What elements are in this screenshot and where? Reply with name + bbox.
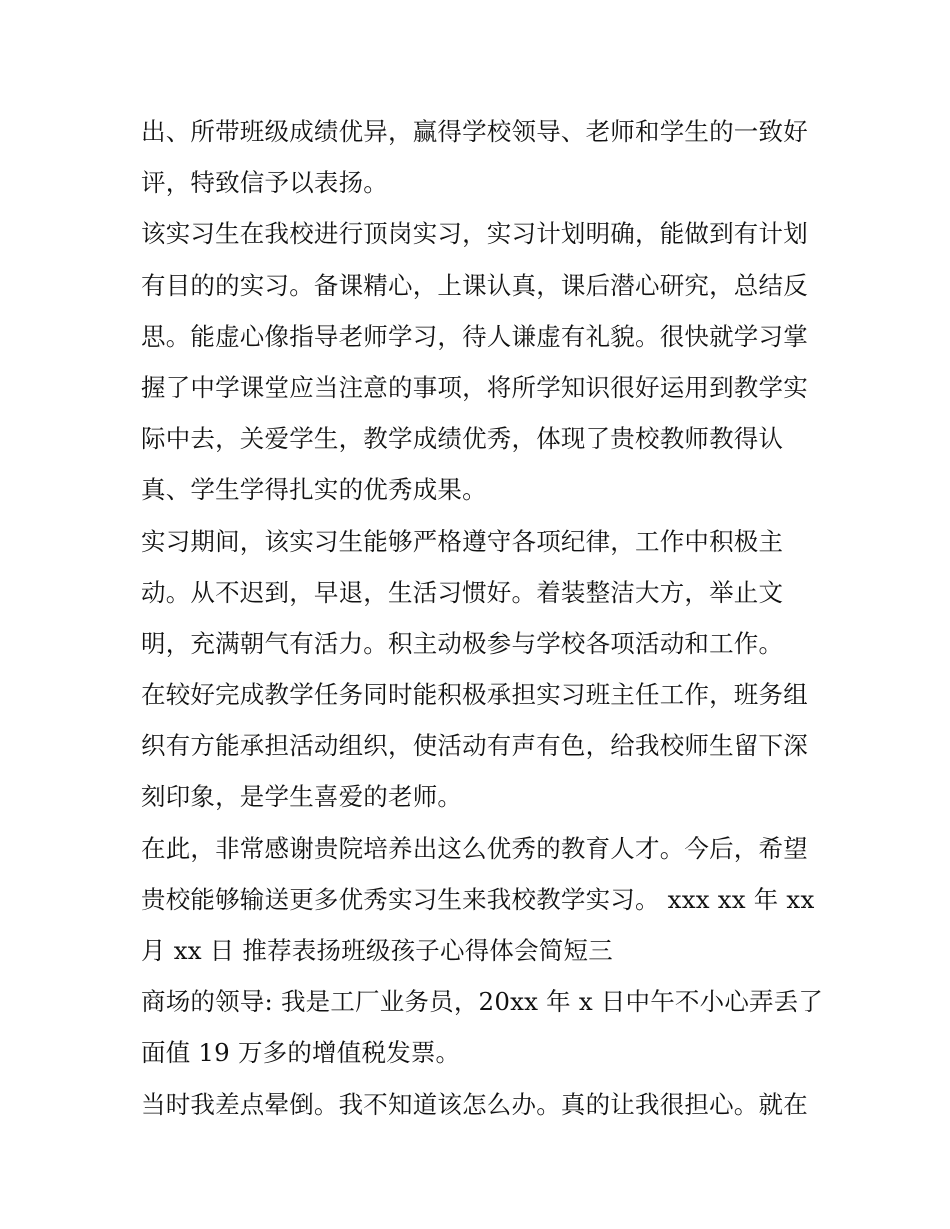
text-line: 实习期间，该实习生能够严格遵守各项纪律，工作中积极主 [141, 526, 784, 556]
text-line: 思。能虚心像指导老师学习，待人谦虚有礼貌。很快就学习掌 [141, 321, 808, 351]
text-line: 织有方能承担活动组织，使活动有声有色，给我校师生留下深 [141, 731, 808, 761]
text-line: 刻印象，是学生喜爱的老师。 [141, 782, 463, 812]
text-line: 在较好完成教学任务同时能积极承担实习班主任工作，班务组 [141, 680, 808, 710]
text-line: 该实习生在我校进行顶岗实习，实习计划明确，能做到有计划 [141, 219, 808, 249]
text-line: 贵校能够输送更多优秀实习生来我校教学实习。 xxx xx 年 xx [141, 884, 815, 914]
text-line: 明，充满朝气有活力。积主动极参与学校各项活动和工作。 [141, 628, 784, 658]
text-line: 动。从不迟到，早退，生活习惯好。着装整洁大方，举止文 [141, 577, 784, 607]
document-body [141, 106, 824, 1130]
text-line: 评，特致信予以表扬。 [141, 168, 388, 198]
text-line: 际中去，关爱学生，教学成绩优秀，体现了贵校教师教得认 [141, 424, 784, 454]
text-line: 真、学生学得扎实的优秀成果。 [141, 475, 487, 505]
text-line: 握了中学课堂应当注意的事项，将所学知识很好运用到教学实 [141, 372, 808, 402]
text-line: 面值 19 万多的增值税发票。 [141, 1038, 461, 1068]
text-line: 出、所带班级成绩优异，赢得学校领导、老师和学生的一致好 [141, 117, 808, 146]
text-line: 有目的的实习。备课精心，上课认真，课后潜心研究，总结反 [141, 270, 808, 300]
text-line: 月 xx 日 推荐表扬班级孩子心得体会简短三 [141, 936, 613, 965]
text-line: 在此，非常感谢贵院培养出这么优秀的教育人才。今后，希望 [141, 833, 808, 863]
text-line: 商场的领导: 我是工厂业务员，20xx 年 x 日中午不小心弄丢了 [141, 987, 824, 1017]
text-line: 当时我差点晕倒。我不知道该怎么办。真的让我很担心。就在 [141, 1089, 808, 1119]
